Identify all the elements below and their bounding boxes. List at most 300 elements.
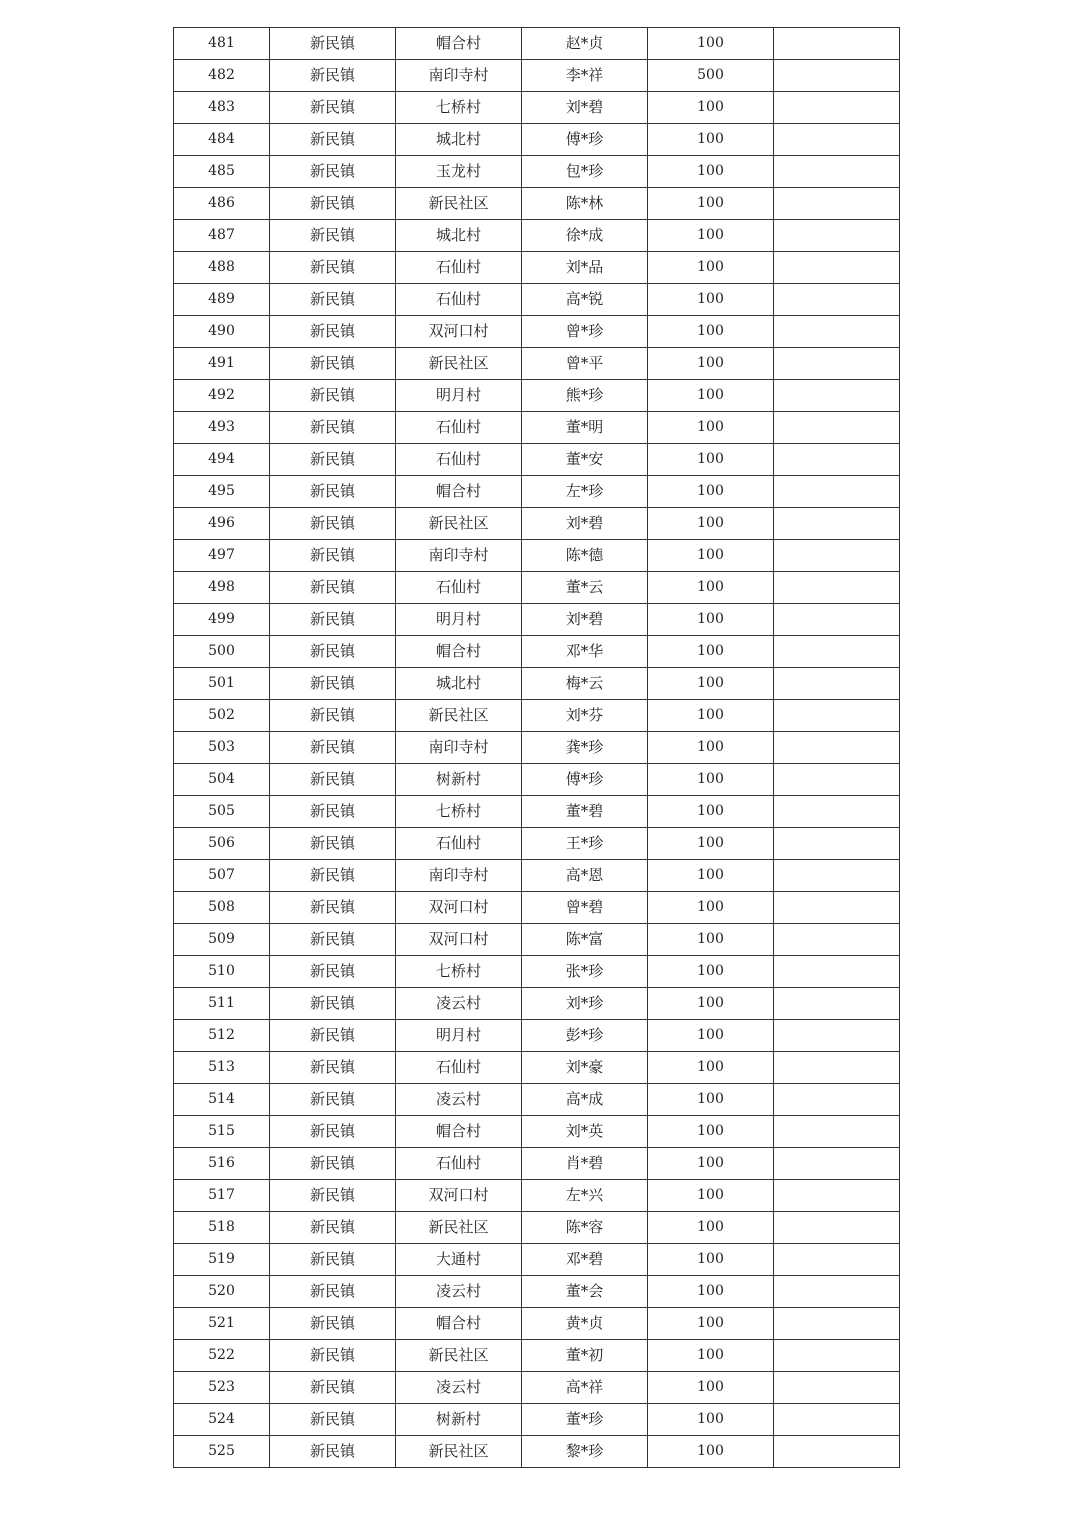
person-name-cell: 刘*品 — [522, 252, 648, 284]
amount-cell: 100 — [648, 1212, 774, 1244]
note-cell — [774, 892, 900, 924]
town-cell: 新民镇 — [270, 284, 396, 316]
note-cell — [774, 956, 900, 988]
amount-cell: 100 — [648, 284, 774, 316]
village-cell: 七桥村 — [396, 796, 522, 828]
village-cell: 石仙村 — [396, 252, 522, 284]
person-name-cell: 董*明 — [522, 412, 648, 444]
town-cell: 新民镇 — [270, 1116, 396, 1148]
records-table — [173, 27, 900, 1468]
village-cell: 树新村 — [396, 764, 522, 796]
village-cell: 石仙村 — [396, 284, 522, 316]
village-cell: 新民社区 — [396, 1212, 522, 1244]
person-name-cell: 陈*容 — [522, 1212, 648, 1244]
town-cell: 新民镇 — [270, 700, 396, 732]
amount-cell: 100 — [648, 1244, 774, 1276]
row-index-cell: 502 — [174, 700, 270, 732]
village-cell: 南印寺村 — [396, 60, 522, 92]
table-row — [174, 1020, 900, 1052]
person-name-cell: 高*成 — [522, 1084, 648, 1116]
town-cell: 新民镇 — [270, 636, 396, 668]
row-index-cell: 503 — [174, 732, 270, 764]
town-cell: 新民镇 — [270, 1084, 396, 1116]
town-cell: 新民镇 — [270, 604, 396, 636]
amount-cell: 100 — [648, 828, 774, 860]
village-cell: 凌云村 — [396, 1276, 522, 1308]
amount-cell: 100 — [648, 444, 774, 476]
row-index-cell: 509 — [174, 924, 270, 956]
person-name-cell: 董*碧 — [522, 796, 648, 828]
table-row — [174, 796, 900, 828]
amount-cell: 100 — [648, 508, 774, 540]
table-row — [174, 1148, 900, 1180]
village-cell: 新民社区 — [396, 188, 522, 220]
person-name-cell: 傅*珍 — [522, 124, 648, 156]
town-cell: 新民镇 — [270, 1052, 396, 1084]
person-name-cell: 刘*豪 — [522, 1052, 648, 1084]
person-name-cell: 曾*珍 — [522, 316, 648, 348]
row-index-cell: 488 — [174, 252, 270, 284]
amount-cell: 100 — [648, 892, 774, 924]
note-cell — [774, 380, 900, 412]
village-cell: 凌云村 — [396, 988, 522, 1020]
table-row — [174, 28, 900, 60]
amount-cell: 100 — [648, 188, 774, 220]
table-row — [174, 156, 900, 188]
note-cell — [774, 252, 900, 284]
row-index-cell: 508 — [174, 892, 270, 924]
note-cell — [774, 508, 900, 540]
town-cell: 新民镇 — [270, 156, 396, 188]
table-row — [174, 252, 900, 284]
amount-cell: 100 — [648, 124, 774, 156]
table-row — [174, 1372, 900, 1404]
village-cell: 帽合村 — [396, 28, 522, 60]
village-cell: 双河口村 — [396, 316, 522, 348]
row-index-cell: 523 — [174, 1372, 270, 1404]
town-cell: 新民镇 — [270, 732, 396, 764]
person-name-cell: 刘*英 — [522, 1116, 648, 1148]
village-cell: 南印寺村 — [396, 540, 522, 572]
row-index-cell: 493 — [174, 412, 270, 444]
village-cell: 帽合村 — [396, 1308, 522, 1340]
village-cell: 城北村 — [396, 668, 522, 700]
town-cell: 新民镇 — [270, 252, 396, 284]
village-cell: 城北村 — [396, 220, 522, 252]
row-index-cell: 487 — [174, 220, 270, 252]
town-cell: 新民镇 — [270, 796, 396, 828]
village-cell: 玉龙村 — [396, 156, 522, 188]
village-cell: 双河口村 — [396, 892, 522, 924]
person-name-cell: 陈*林 — [522, 188, 648, 220]
town-cell: 新民镇 — [270, 860, 396, 892]
amount-cell: 100 — [648, 156, 774, 188]
table-row — [174, 540, 900, 572]
town-cell: 新民镇 — [270, 380, 396, 412]
row-index-cell: 490 — [174, 316, 270, 348]
amount-cell: 100 — [648, 348, 774, 380]
note-cell — [774, 604, 900, 636]
person-name-cell: 高*恩 — [522, 860, 648, 892]
note-cell — [774, 444, 900, 476]
row-index-cell: 499 — [174, 604, 270, 636]
village-cell: 明月村 — [396, 380, 522, 412]
row-index-cell: 521 — [174, 1308, 270, 1340]
town-cell: 新民镇 — [270, 1020, 396, 1052]
note-cell — [774, 1308, 900, 1340]
note-cell — [774, 188, 900, 220]
person-name-cell: 梅*云 — [522, 668, 648, 700]
table-row — [174, 348, 900, 380]
person-name-cell: 左*兴 — [522, 1180, 648, 1212]
row-index-cell: 501 — [174, 668, 270, 700]
table-row — [174, 956, 900, 988]
note-cell — [774, 1244, 900, 1276]
table-row — [174, 860, 900, 892]
row-index-cell: 482 — [174, 60, 270, 92]
amount-cell: 100 — [648, 220, 774, 252]
row-index-cell: 507 — [174, 860, 270, 892]
note-cell — [774, 924, 900, 956]
row-index-cell: 510 — [174, 956, 270, 988]
table-row — [174, 572, 900, 604]
town-cell: 新民镇 — [270, 540, 396, 572]
person-name-cell: 董*云 — [522, 572, 648, 604]
row-index-cell: 518 — [174, 1212, 270, 1244]
person-name-cell: 邓*碧 — [522, 1244, 648, 1276]
table-row — [174, 668, 900, 700]
amount-cell: 500 — [648, 60, 774, 92]
note-cell — [774, 60, 900, 92]
amount-cell: 100 — [648, 28, 774, 60]
person-name-cell: 熊*珍 — [522, 380, 648, 412]
town-cell: 新民镇 — [270, 444, 396, 476]
table-row — [174, 476, 900, 508]
table-row — [174, 92, 900, 124]
note-cell — [774, 1436, 900, 1468]
amount-cell: 100 — [648, 988, 774, 1020]
amount-cell: 100 — [648, 1276, 774, 1308]
table-row — [174, 508, 900, 540]
table-row — [174, 1084, 900, 1116]
village-cell: 新民社区 — [396, 508, 522, 540]
town-cell: 新民镇 — [270, 1308, 396, 1340]
person-name-cell: 邓*华 — [522, 636, 648, 668]
table-row — [174, 380, 900, 412]
village-cell: 南印寺村 — [396, 860, 522, 892]
note-cell — [774, 572, 900, 604]
row-index-cell: 511 — [174, 988, 270, 1020]
note-cell — [774, 124, 900, 156]
amount-cell: 100 — [648, 252, 774, 284]
table-row — [174, 988, 900, 1020]
town-cell: 新民镇 — [270, 60, 396, 92]
person-name-cell: 黄*贞 — [522, 1308, 648, 1340]
table-row — [174, 1212, 900, 1244]
row-index-cell: 505 — [174, 796, 270, 828]
amount-cell: 100 — [648, 860, 774, 892]
person-name-cell: 左*珍 — [522, 476, 648, 508]
table-row — [174, 828, 900, 860]
note-cell — [774, 1116, 900, 1148]
person-name-cell: 董*安 — [522, 444, 648, 476]
row-index-cell: 513 — [174, 1052, 270, 1084]
town-cell: 新民镇 — [270, 1148, 396, 1180]
table-row — [174, 1436, 900, 1468]
town-cell: 新民镇 — [270, 956, 396, 988]
amount-cell: 100 — [648, 412, 774, 444]
row-index-cell: 517 — [174, 1180, 270, 1212]
table-row — [174, 1276, 900, 1308]
person-name-cell: 彭*珍 — [522, 1020, 648, 1052]
table-row — [174, 732, 900, 764]
village-cell: 石仙村 — [396, 572, 522, 604]
row-index-cell: 484 — [174, 124, 270, 156]
person-name-cell: 张*珍 — [522, 956, 648, 988]
amount-cell: 100 — [648, 1084, 774, 1116]
person-name-cell: 刘*碧 — [522, 508, 648, 540]
table-row — [174, 892, 900, 924]
row-index-cell: 519 — [174, 1244, 270, 1276]
note-cell — [774, 92, 900, 124]
town-cell: 新民镇 — [270, 412, 396, 444]
village-cell: 石仙村 — [396, 828, 522, 860]
row-index-cell: 516 — [174, 1148, 270, 1180]
amount-cell: 100 — [648, 1052, 774, 1084]
amount-cell: 100 — [648, 700, 774, 732]
note-cell — [774, 1084, 900, 1116]
village-cell: 新民社区 — [396, 348, 522, 380]
town-cell: 新民镇 — [270, 1180, 396, 1212]
amount-cell: 100 — [648, 1436, 774, 1468]
person-name-cell: 黎*珍 — [522, 1436, 648, 1468]
person-name-cell: 龚*珍 — [522, 732, 648, 764]
row-index-cell: 496 — [174, 508, 270, 540]
table-row — [174, 1244, 900, 1276]
table-row — [174, 124, 900, 156]
person-name-cell: 刘*碧 — [522, 604, 648, 636]
person-name-cell: 董*初 — [522, 1340, 648, 1372]
town-cell: 新民镇 — [270, 1212, 396, 1244]
amount-cell: 100 — [648, 476, 774, 508]
amount-cell: 100 — [648, 1148, 774, 1180]
amount-cell: 100 — [648, 380, 774, 412]
town-cell: 新民镇 — [270, 1340, 396, 1372]
village-cell: 凌云村 — [396, 1372, 522, 1404]
note-cell — [774, 860, 900, 892]
row-index-cell: 520 — [174, 1276, 270, 1308]
note-cell — [774, 316, 900, 348]
row-index-cell: 512 — [174, 1020, 270, 1052]
note-cell — [774, 540, 900, 572]
village-cell: 双河口村 — [396, 924, 522, 956]
town-cell: 新民镇 — [270, 924, 396, 956]
amount-cell: 100 — [648, 316, 774, 348]
village-cell: 帽合村 — [396, 636, 522, 668]
town-cell: 新民镇 — [270, 508, 396, 540]
person-name-cell: 董*珍 — [522, 1404, 648, 1436]
village-cell: 新民社区 — [396, 1340, 522, 1372]
town-cell: 新民镇 — [270, 220, 396, 252]
row-index-cell: 495 — [174, 476, 270, 508]
amount-cell: 100 — [648, 636, 774, 668]
amount-cell: 100 — [648, 956, 774, 988]
village-cell: 城北村 — [396, 124, 522, 156]
row-index-cell: 500 — [174, 636, 270, 668]
row-index-cell: 498 — [174, 572, 270, 604]
note-cell — [774, 732, 900, 764]
note-cell — [774, 764, 900, 796]
note-cell — [774, 700, 900, 732]
table-row — [174, 444, 900, 476]
person-name-cell: 高*祥 — [522, 1372, 648, 1404]
note-cell — [774, 828, 900, 860]
row-index-cell: 486 — [174, 188, 270, 220]
table-row — [174, 60, 900, 92]
row-index-cell: 481 — [174, 28, 270, 60]
town-cell: 新民镇 — [270, 988, 396, 1020]
amount-cell: 100 — [648, 1372, 774, 1404]
row-index-cell: 515 — [174, 1116, 270, 1148]
row-index-cell: 485 — [174, 156, 270, 188]
note-cell — [774, 476, 900, 508]
person-name-cell: 王*珍 — [522, 828, 648, 860]
person-name-cell: 陈*德 — [522, 540, 648, 572]
note-cell — [774, 1148, 900, 1180]
village-cell: 七桥村 — [396, 956, 522, 988]
amount-cell: 100 — [648, 1340, 774, 1372]
table-row — [174, 700, 900, 732]
village-cell: 石仙村 — [396, 444, 522, 476]
table-body — [174, 28, 900, 1468]
town-cell: 新民镇 — [270, 764, 396, 796]
row-index-cell: 492 — [174, 380, 270, 412]
table-row — [174, 1340, 900, 1372]
town-cell: 新民镇 — [270, 124, 396, 156]
note-cell — [774, 1276, 900, 1308]
town-cell: 新民镇 — [270, 572, 396, 604]
table-row — [174, 1052, 900, 1084]
note-cell — [774, 1212, 900, 1244]
amount-cell: 100 — [648, 540, 774, 572]
village-cell: 明月村 — [396, 604, 522, 636]
person-name-cell: 傅*珍 — [522, 764, 648, 796]
table-row — [174, 924, 900, 956]
town-cell: 新民镇 — [270, 1436, 396, 1468]
person-name-cell: 刘*珍 — [522, 988, 648, 1020]
person-name-cell: 董*会 — [522, 1276, 648, 1308]
town-cell: 新民镇 — [270, 1404, 396, 1436]
town-cell: 新民镇 — [270, 1244, 396, 1276]
village-cell: 大通村 — [396, 1244, 522, 1276]
town-cell: 新民镇 — [270, 476, 396, 508]
note-cell — [774, 1052, 900, 1084]
town-cell: 新民镇 — [270, 348, 396, 380]
note-cell — [774, 1340, 900, 1372]
amount-cell: 100 — [648, 1180, 774, 1212]
town-cell: 新民镇 — [270, 828, 396, 860]
note-cell — [774, 636, 900, 668]
village-cell: 树新村 — [396, 1404, 522, 1436]
person-name-cell: 肖*碧 — [522, 1148, 648, 1180]
table-row — [174, 188, 900, 220]
note-cell — [774, 988, 900, 1020]
note-cell — [774, 28, 900, 60]
amount-cell: 100 — [648, 764, 774, 796]
village-cell: 新民社区 — [396, 700, 522, 732]
village-cell: 凌云村 — [396, 1084, 522, 1116]
village-cell: 石仙村 — [396, 1052, 522, 1084]
town-cell: 新民镇 — [270, 316, 396, 348]
person-name-cell: 刘*芬 — [522, 700, 648, 732]
note-cell — [774, 1180, 900, 1212]
person-name-cell: 陈*富 — [522, 924, 648, 956]
table-row — [174, 412, 900, 444]
row-index-cell: 491 — [174, 348, 270, 380]
note-cell — [774, 284, 900, 316]
amount-cell: 100 — [648, 732, 774, 764]
row-index-cell: 506 — [174, 828, 270, 860]
table-row — [174, 1116, 900, 1148]
note-cell — [774, 220, 900, 252]
amount-cell: 100 — [648, 1020, 774, 1052]
row-index-cell: 514 — [174, 1084, 270, 1116]
table-row — [174, 316, 900, 348]
village-cell: 帽合村 — [396, 476, 522, 508]
table-row — [174, 284, 900, 316]
note-cell — [774, 412, 900, 444]
town-cell: 新民镇 — [270, 28, 396, 60]
table-row — [174, 220, 900, 252]
row-index-cell: 483 — [174, 92, 270, 124]
note-cell — [774, 1020, 900, 1052]
village-cell: 明月村 — [396, 1020, 522, 1052]
person-name-cell: 曾*碧 — [522, 892, 648, 924]
person-name-cell: 包*珍 — [522, 156, 648, 188]
table-row — [174, 1308, 900, 1340]
amount-cell: 100 — [648, 924, 774, 956]
row-index-cell: 524 — [174, 1404, 270, 1436]
person-name-cell: 高*锐 — [522, 284, 648, 316]
village-cell: 双河口村 — [396, 1180, 522, 1212]
village-cell: 新民社区 — [396, 1436, 522, 1468]
table-row — [174, 1180, 900, 1212]
town-cell: 新民镇 — [270, 1372, 396, 1404]
person-name-cell: 徐*成 — [522, 220, 648, 252]
table-row — [174, 764, 900, 796]
amount-cell: 100 — [648, 796, 774, 828]
amount-cell: 100 — [648, 604, 774, 636]
note-cell — [774, 668, 900, 700]
row-index-cell: 525 — [174, 1436, 270, 1468]
row-index-cell: 489 — [174, 284, 270, 316]
town-cell: 新民镇 — [270, 188, 396, 220]
village-cell: 帽合村 — [396, 1116, 522, 1148]
note-cell — [774, 348, 900, 380]
village-cell: 七桥村 — [396, 92, 522, 124]
person-name-cell: 李*祥 — [522, 60, 648, 92]
table-row — [174, 636, 900, 668]
town-cell: 新民镇 — [270, 892, 396, 924]
town-cell: 新民镇 — [270, 92, 396, 124]
village-cell: 石仙村 — [396, 1148, 522, 1180]
person-name-cell: 刘*碧 — [522, 92, 648, 124]
amount-cell: 100 — [648, 1404, 774, 1436]
town-cell: 新民镇 — [270, 1276, 396, 1308]
table-row — [174, 604, 900, 636]
town-cell: 新民镇 — [270, 668, 396, 700]
row-index-cell: 504 — [174, 764, 270, 796]
